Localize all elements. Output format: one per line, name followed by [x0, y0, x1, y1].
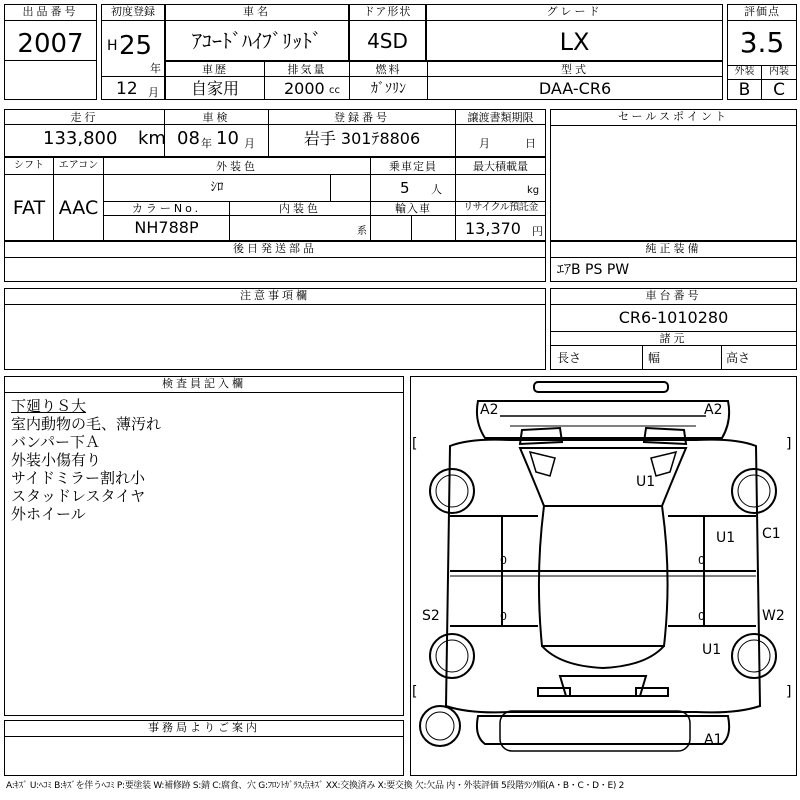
chassis-number: CR6-1010280: [618, 308, 729, 327]
color-row: シフト エアコン 外装色 乗車定員 最大積載量 FAT AAC ｼﾛ 5 人 kg カラーNo. 内装色 輸入車 リサイクル預託金 NH788P 系 13,370 円: [4, 157, 546, 241]
note-line: 室内動物の毛、薄汚れ: [11, 415, 162, 433]
grade: LX: [559, 28, 590, 56]
svg-text:0: 0: [500, 554, 507, 567]
recycle-value: 13,370: [465, 219, 521, 238]
lot-box: [4, 4, 97, 100]
exterior-grade: B: [738, 80, 751, 100]
lot-label: 出品番号: [5, 5, 96, 21]
diagram-label: U1: [702, 642, 722, 658]
legend-text: A:ｷｽﾞ U:ﾍｺﾐ B:ｷｽﾞを伴うﾍｺﾐ P:要塗装 W:補修跡 S:錆 C:腐食、穴 G:ﾌﾛﾝﾄｶﾞﾗｽ点ｷｽﾞ XX:交換済み X:要交換 欠:欠品 内・外装評価 5段階ﾗﾝｸ順(A・B・C・D・E) 2: [6, 781, 625, 791]
registration-number: 岩手 301ﾃ8806: [303, 129, 421, 148]
note-line: 外ホイール: [11, 505, 86, 523]
score-box: 評価点 3.5 外装 内装 B C: [727, 4, 797, 100]
exterior-color-value: ｼﾛ: [210, 180, 224, 195]
car-damage-diagram: [410, 376, 797, 776]
diagram-label: U1: [636, 474, 656, 490]
note-line: バンパー下Ａ: [11, 433, 100, 451]
capacity-value: 5: [400, 179, 410, 197]
inspection-year: 08: [177, 128, 200, 149]
interior-grade: C: [773, 80, 785, 100]
lot-number: 2007: [17, 29, 84, 59]
spec-row: 車歴 排気量 燃料 型式 自家用 2000 cc ｶﾞｿﾘﾝ DAA-CR6: [165, 61, 723, 100]
svg-text:[: [: [412, 684, 418, 700]
inspector-notes-list: [11, 397, 161, 523]
fuel-value: ｶﾞｿﾘﾝ: [371, 81, 406, 97]
door-box: ドア形状 4SD: [349, 4, 426, 61]
color-number-value: NH788P: [134, 218, 199, 237]
diagram-label: U1: [716, 530, 736, 546]
car-name-box: 車名 ｱｺｰﾄﾞﾊｲﾌﾞﾘｯﾄﾞ: [165, 4, 349, 61]
inspection-month: 10: [216, 128, 239, 149]
svg-text:0: 0: [500, 610, 507, 623]
grade-box: グレード LX: [426, 4, 723, 61]
svg-text:[: [: [412, 436, 418, 452]
inspector-notes-box: 検査員記入欄 下廻りＳ大 室内動物の毛、薄汚れ バンパー下Ａ 外装小傷有り サイドミラー割れ小 スタッドレスタイヤ 外ホイール: [4, 376, 404, 716]
score-value: 3.5: [739, 26, 785, 59]
equipment-value: ｴｱB PS PW: [557, 262, 630, 278]
diagram-label: C1: [762, 526, 781, 542]
history-value: 自家用: [190, 79, 239, 98]
car-name: ｱｺｰﾄﾞﾊｲﾌﾞﾘｯﾄﾞ: [192, 29, 322, 53]
door-type: 4SD: [367, 29, 408, 53]
svg-text:0: 0: [698, 610, 705, 623]
diagram-label: S2: [422, 608, 440, 624]
office-box: 事務局よりご案内: [4, 720, 404, 776]
diagram-label: A1: [704, 732, 723, 748]
svg-text:]: ]: [786, 684, 792, 700]
mileage-row: 走行 車検 登録番号 譲渡書類期限 133,800 km 08 年 10 月 岩手 301ﾃ8806 月 日: [4, 109, 546, 157]
first-reg-box: 初度登録 H 25 年 12 月: [101, 4, 165, 100]
caution-box: 注意事項欄: [4, 288, 546, 370]
svg-text:]: ]: [786, 436, 792, 452]
first-reg-year: 25: [119, 31, 153, 61]
note-line: スタッドレスタイヤ: [11, 487, 146, 505]
diagram-label: W2: [762, 608, 785, 624]
note-line: サイドミラー割れ小: [11, 469, 145, 487]
displacement-value: 2000: [284, 79, 325, 98]
equipment-box: 純正装備 ｴｱB PS PW: [550, 241, 797, 282]
later-parts-box: 後日発送部品: [4, 241, 546, 282]
aircon-value: AAC: [58, 197, 99, 219]
svg-text:0: 0: [698, 554, 705, 567]
mileage-value: 133,800: [43, 128, 118, 149]
note-line: 外装小傷有り: [11, 451, 102, 469]
diagram-label: A2: [480, 402, 499, 418]
model-code-value: DAA-CR6: [538, 79, 612, 98]
sales-point-box: セールスポイント: [550, 109, 797, 241]
shift-value: FAT: [12, 197, 46, 219]
note-line: 下廻りＳ大: [11, 397, 87, 415]
first-reg-month: 12: [116, 79, 138, 99]
diagram-label: A2: [704, 402, 723, 418]
chassis-box: 車台番号 CR6-1010280 諸元 長さ 幅 高さ: [550, 288, 797, 370]
